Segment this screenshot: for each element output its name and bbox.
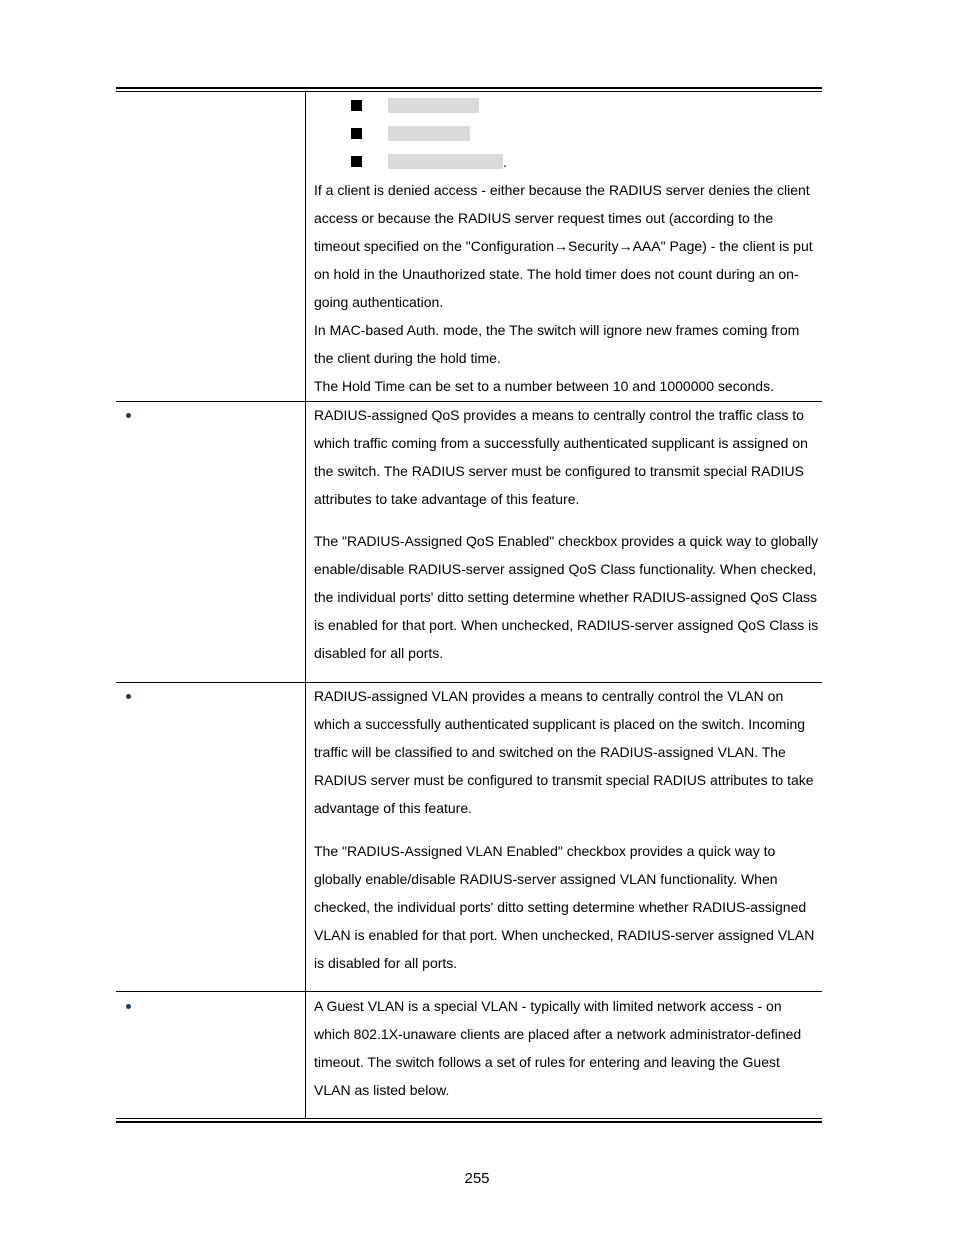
square-bullet-icon (351, 128, 362, 139)
list-item-period: . (503, 154, 507, 170)
table-bottom-rule (116, 1121, 822, 1123)
radius-qos-checkbox-description: The "RADIUS-Assigned QoS Enabled" checkbox provides a quick way to globally enable/disable RADIUS-server assigned QoS Class functionality. When checked, the individual ports' ditto setting determine whether RADIUS-assigned QoS Class is enabled for that port. When unchecked, RADIUS-server assigned QoS Class is disabled for all ports. (314, 533, 819, 661)
mac-based-hold-note: In MAC-based Auth. mode, the The switch will ignore new frames coming from the client during the hold time. (314, 322, 800, 366)
radius-qos-description: RADIUS-assigned QoS provides a means to centrally control the traffic class to which traffic coming from a successfully authenticated supplicant is assigned on the switch. The RADIUS server must be configured to transmit special RADIUS attributes to take advantage of this feature. (314, 407, 808, 507)
bullet-icon (126, 694, 131, 699)
redacted-list-item (388, 126, 470, 141)
page-number: 255 (464, 1170, 490, 1187)
redacted-list-item (388, 154, 503, 169)
guest-vlan-description: A Guest VLAN is a special VLAN - typically with limited network access - on which 802.1X-unaware clients are placed after a network administrator-defined timeout. The switch follows a set of rules for entering and leaving the Guest VLAN as listed below. (314, 998, 802, 1098)
square-bullet-icon (351, 156, 362, 167)
redacted-list-item (388, 98, 479, 113)
hold-time-range-note: The Hold Time can be set to a number between 10 and 1000000 seconds. (314, 378, 774, 394)
bullet-icon (126, 1004, 131, 1009)
table-top-rule (116, 87, 822, 89)
column-divider (305, 92, 306, 1119)
square-bullet-icon (351, 100, 362, 111)
radius-vlan-checkbox-description: The "RADIUS-Assigned VLAN Enabled" checkbox provides a quick way to globally enable/disable RADIUS-server assigned VLAN functionality. When checked, the individual ports' ditto setting determine whether RADIUS-assigned VLAN is enabled for that port. When unchecked, RADIUS-server assigned VLAN is disabled for all ports. (314, 843, 815, 971)
table-top-rule-thin (116, 91, 822, 92)
hold-time-description: If a client is denied access - either because the RADIUS server denies the client access or because the RADIUS server request times out (according to the timeout specified on the "Configuration→Security→AAA" Page) - the client is put on hold in the Unauthorized state. The hold timer does not count during an on-going authentication. (314, 182, 813, 310)
bullet-icon (126, 413, 131, 418)
radius-vlan-description: RADIUS-assigned VLAN provides a means to centrally control the VLAN on which a successfully authenticated supplicant is placed on the switch. Incoming traffic will be classified to and switched on the RADIUS-assigned VLAN. The RADIUS server must be configured to transmit special RADIUS attributes to take advantage of this feature. (314, 688, 814, 816)
table-bottom-rule-thin (116, 1118, 822, 1119)
